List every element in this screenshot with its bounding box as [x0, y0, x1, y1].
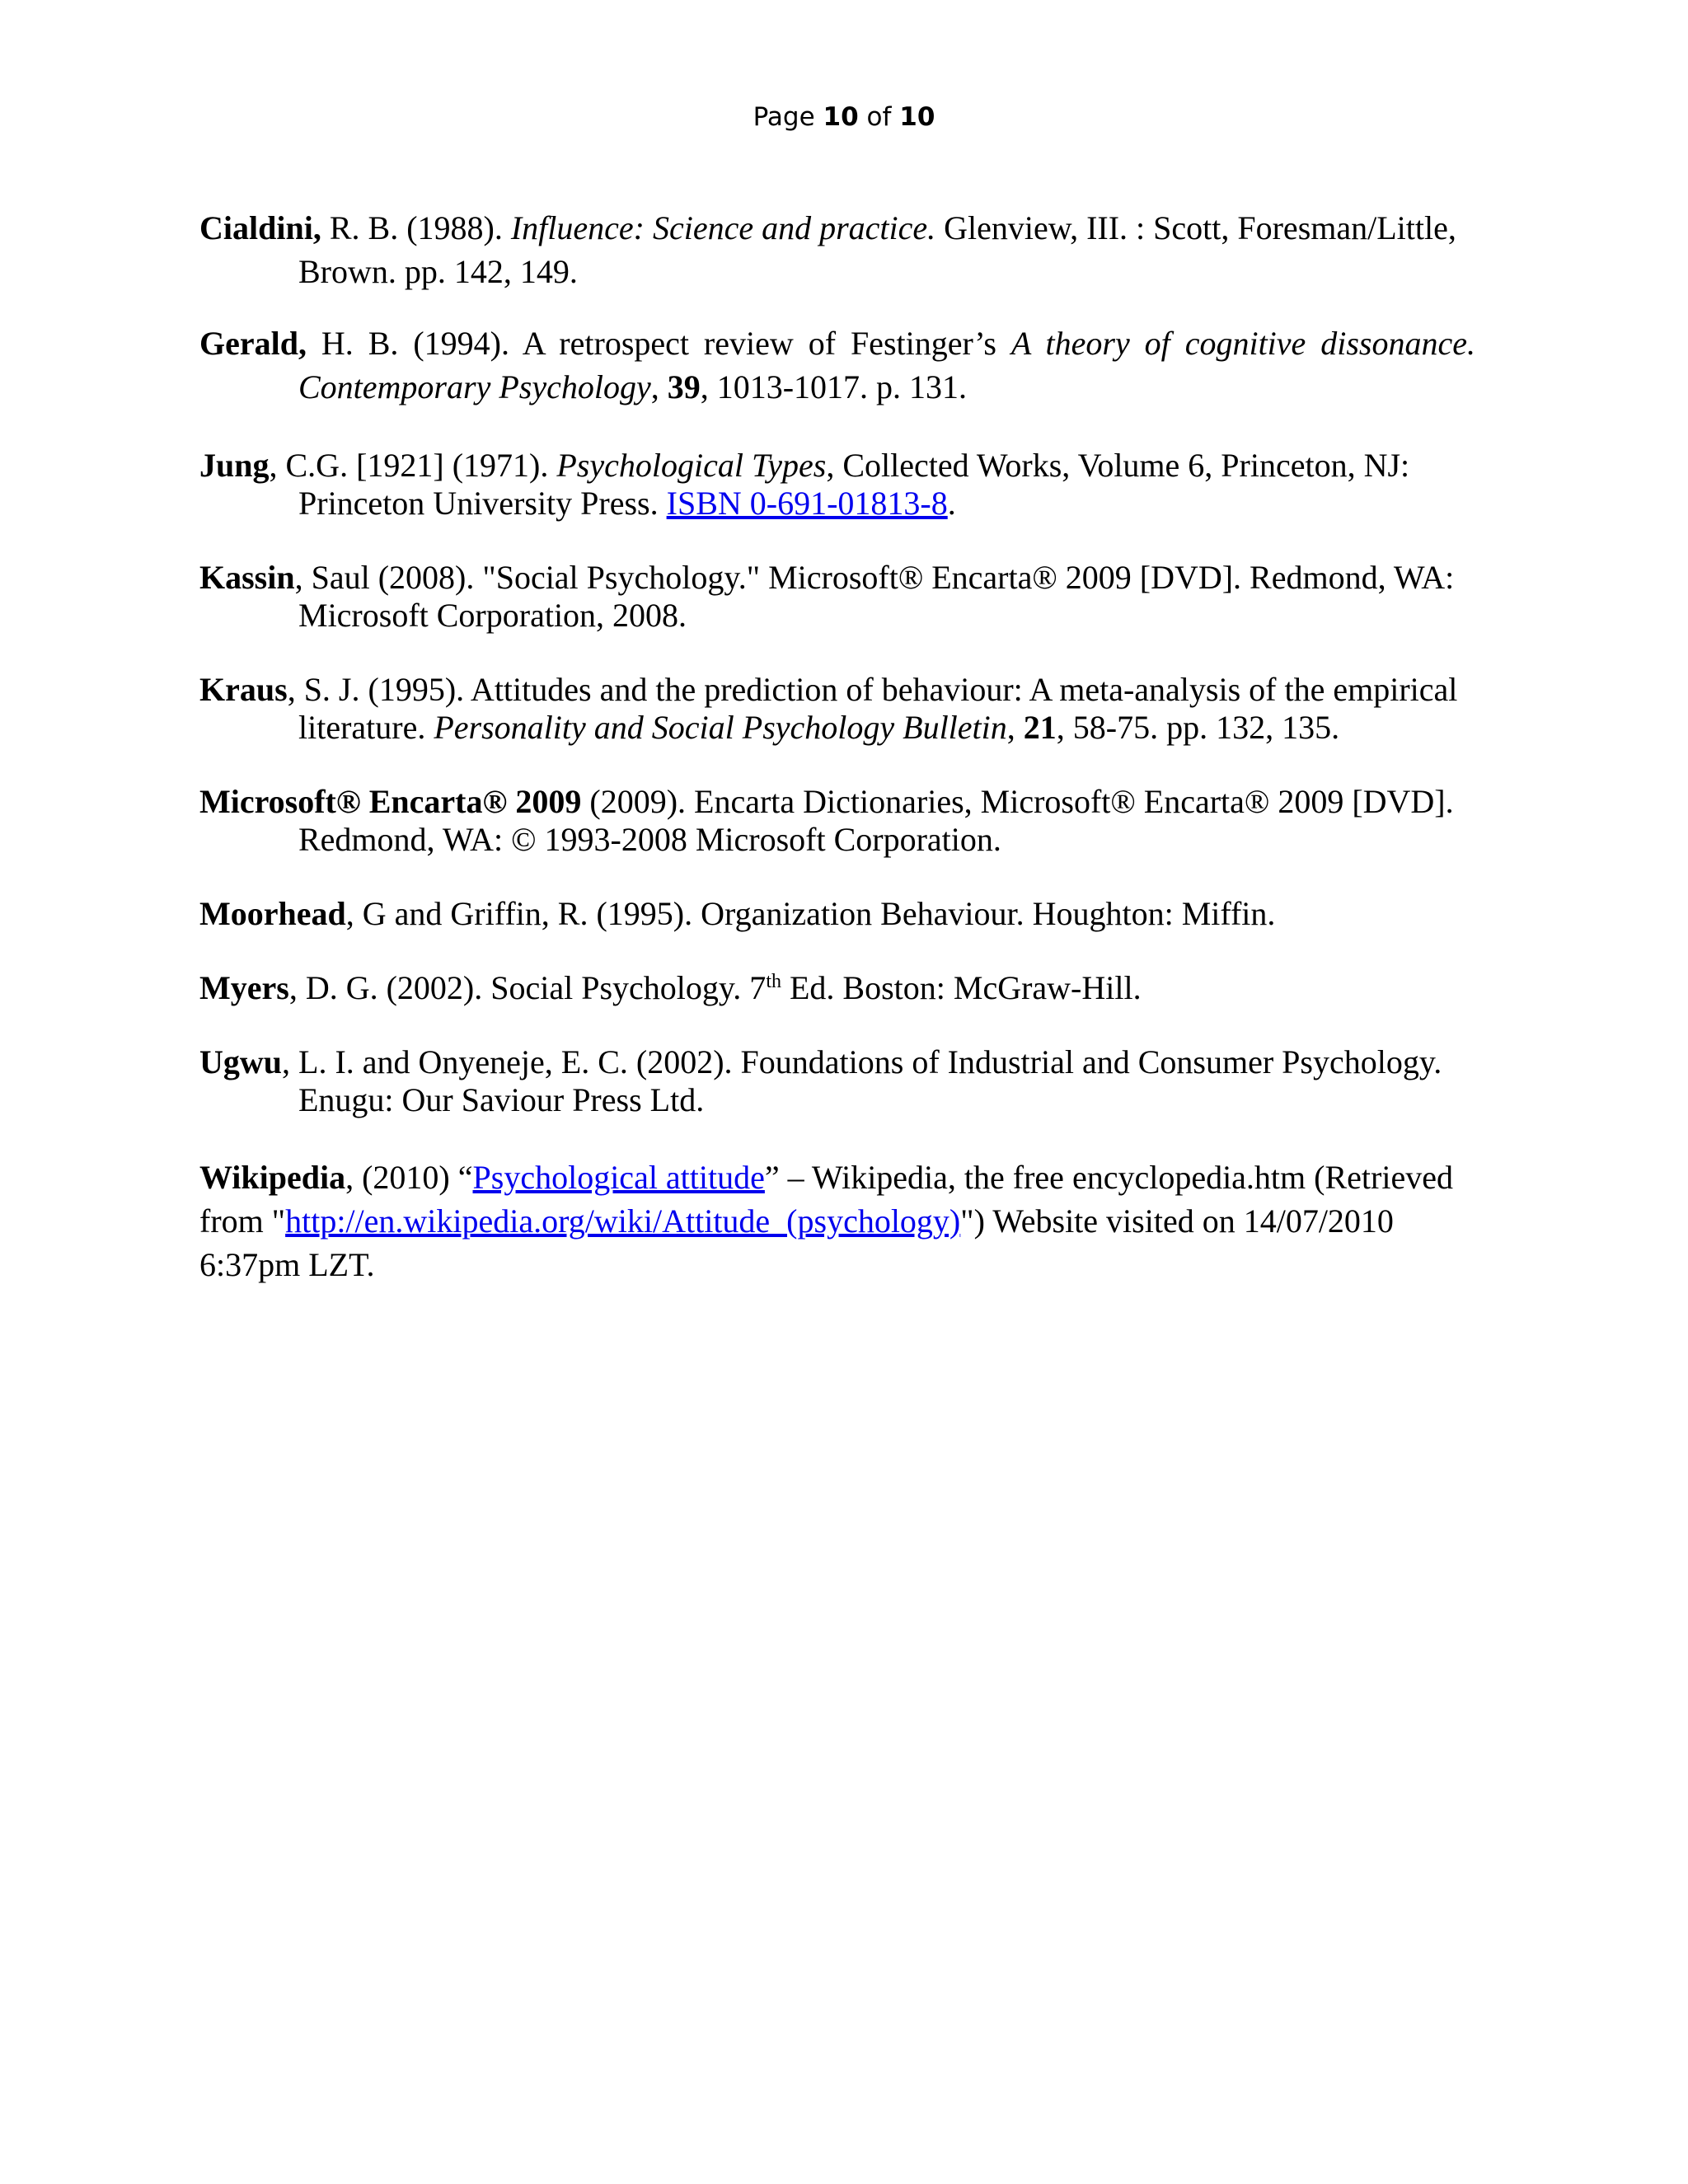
reference-title: Influence: Science and practice.	[510, 209, 936, 246]
reference-title: Personality and Social Psychology Bulletin	[434, 709, 1007, 746]
reference-author: Microsoft® Encarta® 2009	[199, 783, 582, 820]
reference-text: , C.G. [1921] (1971).	[269, 447, 557, 484]
reference-text: , Saul (2008). "Social Psychology." Microsoft® Encarta® 2009 [DVD]. Redmond, WA: Microsoft Corporation, 2008.	[294, 559, 1455, 634]
reference-text: Ed. Boston: McGraw-Hill.	[781, 969, 1142, 1006]
reference-text: , S. J. (1995). Attitudes and the prediction of behaviour: A meta-analysis of the empirical literature.	[287, 671, 1458, 746]
reference-entry-gerald	[199, 321, 1475, 409]
spacer	[199, 933, 1475, 969]
reference-text: , (2010) “	[345, 1159, 473, 1196]
spacer	[199, 1007, 1475, 1043]
reference-author: Wikipedia	[199, 1159, 346, 1196]
spacer	[199, 1119, 1475, 1155]
reference-entry-moorhead	[199, 895, 1475, 933]
psychological-attitude-link[interactable]: Psychological attitude	[472, 1159, 765, 1196]
reference-author: Gerald,	[199, 325, 307, 362]
reference-text: , G and Griffin, R. (1995). Organization Behaviour. Houghton: Miffin.	[345, 895, 1276, 932]
page-number-header	[0, 102, 1688, 133]
reference-text: H. B. (1994). A retrospect review of Festinger’s	[306, 325, 1011, 362]
spacer	[199, 635, 1475, 671]
reference-text: ,	[1006, 709, 1024, 746]
reference-entry-kassin	[199, 559, 1475, 635]
reference-text: , D. G. (2002). Social Psychology. 7	[288, 969, 767, 1006]
spacer	[199, 747, 1475, 783]
reference-text: ") Website visited on 14/07/2010 6:37pm LZT.	[199, 1202, 1394, 1283]
current-page-number: 10	[823, 102, 859, 132]
reference-text: R. B. (1988).	[321, 209, 511, 246]
reference-author: Ugwu	[199, 1043, 283, 1080]
reference-author: Kraus	[199, 671, 288, 708]
spacer	[199, 523, 1475, 559]
reference-text: , 58-75. pp. 132, 135.	[1056, 709, 1340, 746]
isbn-link[interactable]: ISBN 0-691-01813-8	[666, 485, 948, 522]
reference-list	[199, 206, 1475, 1286]
reference-entry-jung	[199, 447, 1475, 523]
reference-entry-myers	[199, 969, 1475, 1007]
reference-title: Psychological Types	[556, 447, 827, 484]
reference-entry-kraus	[199, 671, 1475, 747]
total-page-count: 10	[899, 102, 935, 132]
reference-author: Myers	[199, 969, 289, 1006]
page-of-text: of	[858, 102, 900, 132]
reference-author: Moorhead	[199, 895, 346, 932]
spacer	[199, 409, 1475, 447]
reference-text: ” – Wikipedia, the free encyclopedia.htm (Retrieved from "	[199, 1159, 1453, 1240]
reference-entry-ugwu	[199, 1043, 1475, 1119]
spacer	[199, 859, 1475, 895]
reference-volume: 39	[667, 368, 701, 405]
reference-text: ,	[650, 368, 668, 405]
reference-text: .	[947, 485, 956, 522]
reference-text: , Collected Works, Volume 6, Princeton, NJ: Princeton University Press.	[298, 447, 1410, 522]
reference-text: Glenview, III. : Scott, Foresman/Little, Brown. pp. 142, 149.	[298, 209, 1456, 290]
reference-author: Cialdini,	[199, 209, 321, 246]
reference-text: , L. I. and Onyeneje, E. C. (2002). Foundations of Industrial and Consumer Psychology. Enugu: Our Saviour Press Ltd.	[282, 1043, 1442, 1118]
wikipedia-url-link[interactable]: http://en.wikipedia.org/wiki/Attitude_(psychology)	[285, 1202, 961, 1240]
reference-entry-wikipedia	[199, 1155, 1475, 1286]
reference-author: Jung	[199, 447, 270, 484]
reference-author: Kassin	[199, 559, 295, 596]
reference-entry-encarta	[199, 783, 1475, 859]
reference-title: A theory of cognitive dissonance. Contemporary Psychology	[298, 325, 1475, 405]
reference-text: (2009). Encarta Dictionaries, Microsoft® Encarta® 2009 [DVD]. Redmond, WA: © 1993-2008 Microsoft Corporation.	[298, 783, 1454, 858]
superscript-ordinal: th	[766, 971, 781, 992]
reference-volume: 21	[1023, 709, 1057, 746]
spacer	[199, 293, 1475, 321]
page-prefix: Page	[753, 102, 823, 132]
reference-text: , 1013-1017. p. 131.	[700, 368, 968, 405]
reference-entry-cialdini	[199, 206, 1475, 293]
